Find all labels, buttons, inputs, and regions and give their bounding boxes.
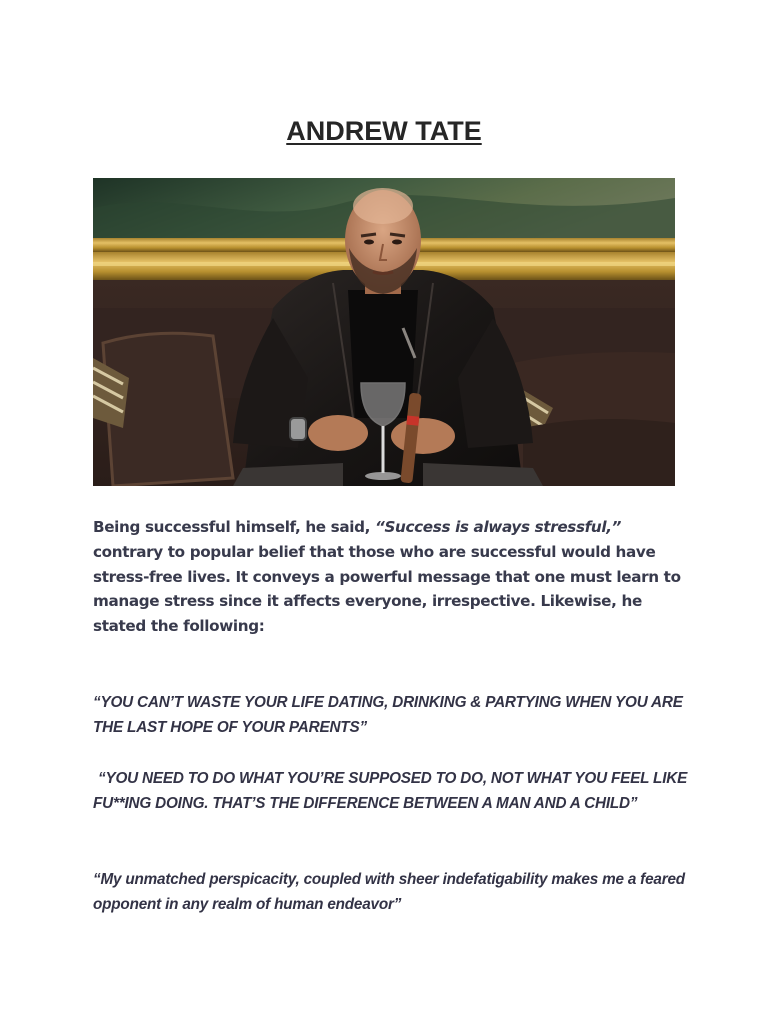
quote-2: “YOU NEED TO DO WHAT YOU’RE SUPPOSED TO DO, NOT WHAT YOU FEEL LIKE FU**ING DOING. THAT’S THE DIFFERENCE BETWEEN A MAN AND A CHILD” <box>93 770 688 812</box>
portrait-photo <box>93 178 675 486</box>
intro-inline-quote: “Success is always stressful,” <box>375 518 622 536</box>
quote-1: “YOU CAN’T WASTE YOUR LIFE DATING, DRINKING & PARTYING WHEN YOU ARE THE LAST HOPE OF YOUR PARENTS” <box>93 694 683 736</box>
intro-lead-text: Being successful himself, he said, <box>93 518 376 536</box>
page-title: ANDREW TATE <box>286 116 482 146</box>
quote-3: “My unmatched perspicacity, coupled with sheer indefatigability makes me a feared opponent in any realm of human endeavor” <box>93 871 685 913</box>
intro-paragraph <box>93 515 683 639</box>
intro-body-text: contrary to popular belief that those who are successful would have stress-free lives. It conveys a powerful message that one must learn to manage stress since it affects everyone, irrespective. Likewise, he stated the following: <box>93 542 681 636</box>
